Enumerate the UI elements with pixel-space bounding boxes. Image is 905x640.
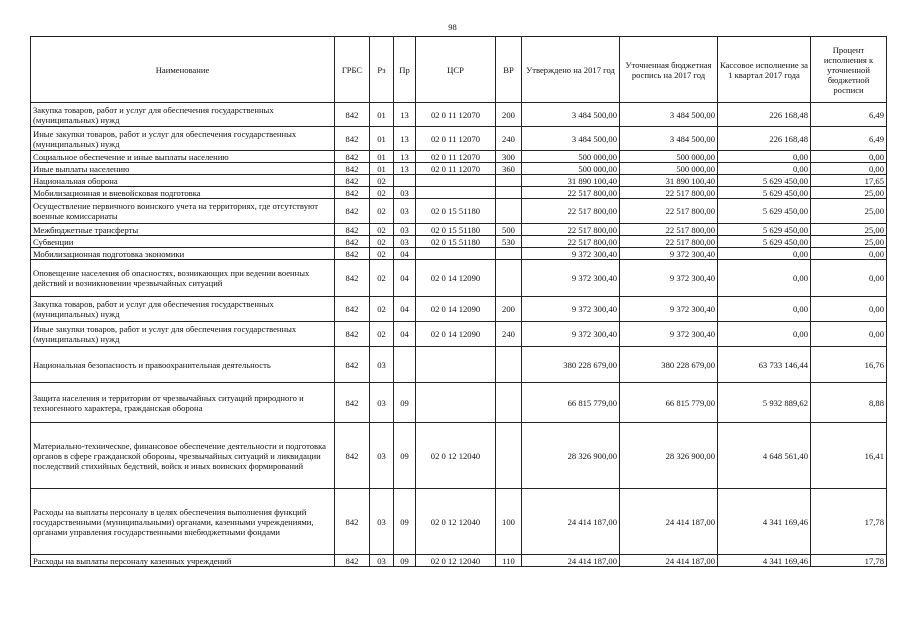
- cell-pr: 09: [394, 489, 416, 555]
- cell-rz: 02: [370, 322, 394, 347]
- cell-approved: 31 890 100,40: [522, 175, 620, 187]
- table-row: [31, 260, 887, 297]
- cell-grbs: 842: [335, 489, 370, 555]
- cell-refined: 22 517 800,00: [620, 187, 718, 199]
- cell-approved: 24 414 187,00: [522, 555, 620, 567]
- cell-refined: 22 517 800,00: [620, 224, 718, 236]
- header-vr: ВР: [496, 37, 522, 103]
- cell-grbs: 842: [335, 383, 370, 423]
- cell-name: Осуществление первичного воинского учета на территориях, где отсутствуют военные комиссариаты: [31, 199, 335, 224]
- table-row: [31, 236, 887, 248]
- cell-csr: 02 0 14 12090: [416, 260, 496, 297]
- cell-approved: 3 484 500,00: [522, 103, 620, 127]
- cell-approved: 500 000,00: [522, 151, 620, 163]
- cell-grbs: 842: [335, 236, 370, 248]
- table-row: [31, 163, 887, 175]
- cell-approved: 9 372 300,40: [522, 260, 620, 297]
- cell-executed: 0,00: [718, 248, 811, 260]
- cell-percent: 0,00: [811, 322, 887, 347]
- cell-name: Иные закупки товаров, работ и услуг для обеспечения государственных (муниципальных) нужд: [31, 127, 335, 151]
- cell-vr: 110: [496, 555, 522, 567]
- cell-percent: 6,49: [811, 103, 887, 127]
- cell-approved: 24 414 187,00: [522, 489, 620, 555]
- cell-name: Социальное обеспечение и иные выплаты населению: [31, 151, 335, 163]
- cell-pr: 13: [394, 151, 416, 163]
- cell-refined: 24 414 187,00: [620, 489, 718, 555]
- cell-executed: 0,00: [718, 151, 811, 163]
- cell-pr: 03: [394, 224, 416, 236]
- cell-name: Национальная оборона: [31, 175, 335, 187]
- cell-pr: 04: [394, 322, 416, 347]
- table-row: [31, 555, 887, 567]
- cell-name: Мобилизационная подготовка экономики: [31, 248, 335, 260]
- cell-name: Защита населения и территории от чрезвычайных ситуаций природного и техногенного характера, гражданская оборона: [31, 383, 335, 423]
- header-rz: Рз: [370, 37, 394, 103]
- cell-grbs: 842: [335, 322, 370, 347]
- cell-refined: 66 815 779,00: [620, 383, 718, 423]
- cell-vr: 300: [496, 151, 522, 163]
- cell-pr: 09: [394, 555, 416, 567]
- cell-percent: 0,00: [811, 248, 887, 260]
- table-row: [31, 322, 887, 347]
- cell-vr: [496, 248, 522, 260]
- cell-refined: 9 372 300,40: [620, 322, 718, 347]
- cell-csr: 02 0 11 12070: [416, 103, 496, 127]
- cell-approved: 380 228 679,00: [522, 347, 620, 383]
- cell-executed: 4 341 169,46: [718, 489, 811, 555]
- cell-percent: 25,00: [811, 199, 887, 224]
- cell-approved: 22 517 800,00: [522, 187, 620, 199]
- cell-refined: 28 326 900,00: [620, 423, 718, 489]
- cell-name: Мобилизационная и вневойсковая подготовка: [31, 187, 335, 199]
- cell-csr: 02 0 12 12040: [416, 489, 496, 555]
- header-csr: ЦСР: [416, 37, 496, 103]
- cell-percent: 25,00: [811, 187, 887, 199]
- header-approved: Утверждено на 2017 год: [522, 37, 620, 103]
- cell-approved: 500 000,00: [522, 163, 620, 175]
- cell-rz: 03: [370, 383, 394, 423]
- cell-refined: 380 228 679,00: [620, 347, 718, 383]
- cell-rz: 01: [370, 127, 394, 151]
- cell-executed: 5 629 450,00: [718, 175, 811, 187]
- cell-executed: 63 733 146,44: [718, 347, 811, 383]
- budget-table: [30, 36, 887, 567]
- header-executed: Кассовое исполнение за 1 квартал 2017 года: [718, 37, 811, 103]
- cell-vr: [496, 423, 522, 489]
- cell-executed: 0,00: [718, 322, 811, 347]
- cell-rz: 02: [370, 248, 394, 260]
- cell-vr: [496, 199, 522, 224]
- header-percent: Процент исполнения к уточненной бюджетной росписи: [811, 37, 887, 103]
- cell-pr: 04: [394, 297, 416, 322]
- cell-name: Национальная безопасность и правоохранительная деятельность: [31, 347, 335, 383]
- cell-grbs: 842: [335, 103, 370, 127]
- cell-name: Расходы на выплаты персоналу в целях обеспечения выполнения функций государственными (муниципальными) органами, казенными учреждениями, органами управления государственными внебюджетными фондами: [31, 489, 335, 555]
- table-row: [31, 224, 887, 236]
- cell-vr: 100: [496, 489, 522, 555]
- header-grbs: ГРБС: [335, 37, 370, 103]
- cell-pr: 13: [394, 163, 416, 175]
- cell-executed: 0,00: [718, 297, 811, 322]
- table-row: [31, 423, 887, 489]
- cell-percent: 6,49: [811, 127, 887, 151]
- cell-percent: 0,00: [811, 297, 887, 322]
- cell-pr: [394, 175, 416, 187]
- cell-executed: 4 648 561,40: [718, 423, 811, 489]
- cell-name: Закупка товаров, работ и услуг для обеспечения государственных (муниципальных) нужд: [31, 297, 335, 322]
- cell-grbs: 842: [335, 199, 370, 224]
- cell-name: Материально-техническое, финансовое обеспечение деятельности и подготовка органов в сфере гражданской обороны, чрезвычайных ситуаций и ликвидации последствий стихийных бедствий, войск и иных воинских формирований: [31, 423, 335, 489]
- cell-executed: 0,00: [718, 260, 811, 297]
- cell-name: Закупка товаров, работ и услуг для обеспечения государственных (муниципальных) нужд: [31, 103, 335, 127]
- cell-executed: 5 629 450,00: [718, 199, 811, 224]
- cell-name: Иные закупки товаров, работ и услуг для обеспечения государственных (муниципальных) нужд: [31, 322, 335, 347]
- cell-pr: 03: [394, 199, 416, 224]
- cell-vr: [496, 383, 522, 423]
- cell-name: Иные выплаты населению: [31, 163, 335, 175]
- cell-refined: 9 372 300,40: [620, 248, 718, 260]
- cell-vr: 360: [496, 163, 522, 175]
- cell-rz: 01: [370, 163, 394, 175]
- header-pr: Пр: [394, 37, 416, 103]
- cell-percent: 0,00: [811, 151, 887, 163]
- cell-refined: 3 484 500,00: [620, 127, 718, 151]
- cell-vr: 500: [496, 224, 522, 236]
- cell-approved: 9 372 300,40: [522, 322, 620, 347]
- table-row: [31, 187, 887, 199]
- table-row: [31, 489, 887, 555]
- cell-refined: 24 414 187,00: [620, 555, 718, 567]
- page-number: 98: [448, 22, 457, 32]
- cell-executed: 0,00: [718, 163, 811, 175]
- cell-csr: [416, 248, 496, 260]
- cell-csr: 02 0 11 12070: [416, 127, 496, 151]
- table-row: [31, 151, 887, 163]
- cell-grbs: 842: [335, 555, 370, 567]
- table-row: [31, 175, 887, 187]
- cell-rz: 01: [370, 151, 394, 163]
- cell-grbs: 842: [335, 187, 370, 199]
- table-row: [31, 347, 887, 383]
- cell-csr: 02 0 15 51180: [416, 236, 496, 248]
- cell-percent: 16,41: [811, 423, 887, 489]
- cell-pr: 13: [394, 103, 416, 127]
- cell-percent: 17,78: [811, 489, 887, 555]
- table-row: [31, 383, 887, 423]
- cell-grbs: 842: [335, 151, 370, 163]
- cell-pr: 03: [394, 187, 416, 199]
- cell-approved: 22 517 800,00: [522, 224, 620, 236]
- cell-csr: [416, 187, 496, 199]
- cell-executed: 226 168,48: [718, 103, 811, 127]
- cell-executed: 4 341 169,46: [718, 555, 811, 567]
- table-header-row: [31, 37, 887, 103]
- cell-approved: 22 517 800,00: [522, 236, 620, 248]
- cell-csr: 02 0 15 51180: [416, 199, 496, 224]
- cell-rz: 03: [370, 489, 394, 555]
- cell-percent: 25,00: [811, 236, 887, 248]
- cell-rz: 03: [370, 423, 394, 489]
- cell-vr: [496, 347, 522, 383]
- cell-csr: [416, 175, 496, 187]
- cell-rz: 02: [370, 199, 394, 224]
- cell-executed: 5 629 450,00: [718, 224, 811, 236]
- cell-grbs: 842: [335, 163, 370, 175]
- cell-csr: 02 0 12 12040: [416, 423, 496, 489]
- cell-grbs: 842: [335, 127, 370, 151]
- cell-name: Оповещение населения об опасностях, возникающих при ведении военных действий и возникновении чрезвычайных ситуаций: [31, 260, 335, 297]
- cell-percent: 0,00: [811, 260, 887, 297]
- cell-rz: 02: [370, 224, 394, 236]
- cell-refined: 31 890 100,40: [620, 175, 718, 187]
- table-row: [31, 199, 887, 224]
- cell-csr: [416, 383, 496, 423]
- cell-percent: 16,76: [811, 347, 887, 383]
- cell-percent: 0,00: [811, 163, 887, 175]
- cell-name: Межбюджетные трансферты: [31, 224, 335, 236]
- cell-executed: 226 168,48: [718, 127, 811, 151]
- cell-refined: 500 000,00: [620, 163, 718, 175]
- cell-vr: [496, 175, 522, 187]
- cell-rz: 01: [370, 103, 394, 127]
- cell-grbs: 842: [335, 224, 370, 236]
- cell-pr: 03: [394, 236, 416, 248]
- cell-percent: 8,88: [811, 383, 887, 423]
- table-row: [31, 297, 887, 322]
- cell-percent: 17,78: [811, 555, 887, 567]
- header-refined: Уточненная бюджетная роспись на 2017 год: [620, 37, 718, 103]
- cell-executed: 5 629 450,00: [718, 187, 811, 199]
- cell-rz: 02: [370, 175, 394, 187]
- cell-refined: 9 372 300,40: [620, 297, 718, 322]
- cell-name: Расходы на выплаты персоналу казенных учреждений: [31, 555, 335, 567]
- cell-pr: 04: [394, 248, 416, 260]
- cell-vr: [496, 260, 522, 297]
- cell-csr: 02 0 15 51180: [416, 224, 496, 236]
- cell-csr: 02 0 11 12070: [416, 163, 496, 175]
- cell-approved: 9 372 300,40: [522, 297, 620, 322]
- cell-vr: 530: [496, 236, 522, 248]
- cell-pr: 04: [394, 260, 416, 297]
- cell-grbs: 842: [335, 248, 370, 260]
- cell-csr: 02 0 12 12040: [416, 555, 496, 567]
- cell-approved: 22 517 800,00: [522, 199, 620, 224]
- cell-rz: 03: [370, 347, 394, 383]
- cell-pr: 13: [394, 127, 416, 151]
- cell-refined: 22 517 800,00: [620, 199, 718, 224]
- cell-rz: 02: [370, 187, 394, 199]
- cell-name: Субвенции: [31, 236, 335, 248]
- cell-rz: 02: [370, 260, 394, 297]
- cell-approved: 66 815 779,00: [522, 383, 620, 423]
- cell-csr: 02 0 14 12090: [416, 297, 496, 322]
- cell-grbs: 842: [335, 175, 370, 187]
- cell-refined: 500 000,00: [620, 151, 718, 163]
- cell-pr: [394, 347, 416, 383]
- cell-vr: 200: [496, 297, 522, 322]
- cell-refined: 3 484 500,00: [620, 103, 718, 127]
- table-row: [31, 248, 887, 260]
- cell-grbs: 842: [335, 423, 370, 489]
- cell-approved: 9 372 300,40: [522, 248, 620, 260]
- cell-executed: 5 932 889,62: [718, 383, 811, 423]
- cell-refined: 9 372 300,40: [620, 260, 718, 297]
- cell-pr: 09: [394, 383, 416, 423]
- cell-refined: 22 517 800,00: [620, 236, 718, 248]
- cell-grbs: 842: [335, 347, 370, 383]
- cell-executed: 5 629 450,00: [718, 236, 811, 248]
- table-row: [31, 127, 887, 151]
- cell-approved: 3 484 500,00: [522, 127, 620, 151]
- cell-csr: 02 0 11 12070: [416, 151, 496, 163]
- cell-percent: 25,00: [811, 224, 887, 236]
- cell-rz: 02: [370, 236, 394, 248]
- cell-percent: 17,65: [811, 175, 887, 187]
- cell-vr: 240: [496, 127, 522, 151]
- cell-rz: 03: [370, 555, 394, 567]
- table-row: [31, 103, 887, 127]
- cell-rz: 02: [370, 297, 394, 322]
- cell-grbs: 842: [335, 297, 370, 322]
- cell-csr: 02 0 14 12090: [416, 322, 496, 347]
- cell-approved: 28 326 900,00: [522, 423, 620, 489]
- cell-vr: 200: [496, 103, 522, 127]
- cell-csr: [416, 347, 496, 383]
- cell-vr: [496, 187, 522, 199]
- cell-pr: 09: [394, 423, 416, 489]
- cell-grbs: 842: [335, 260, 370, 297]
- header-name: Наименование: [31, 37, 335, 103]
- cell-vr: 240: [496, 322, 522, 347]
